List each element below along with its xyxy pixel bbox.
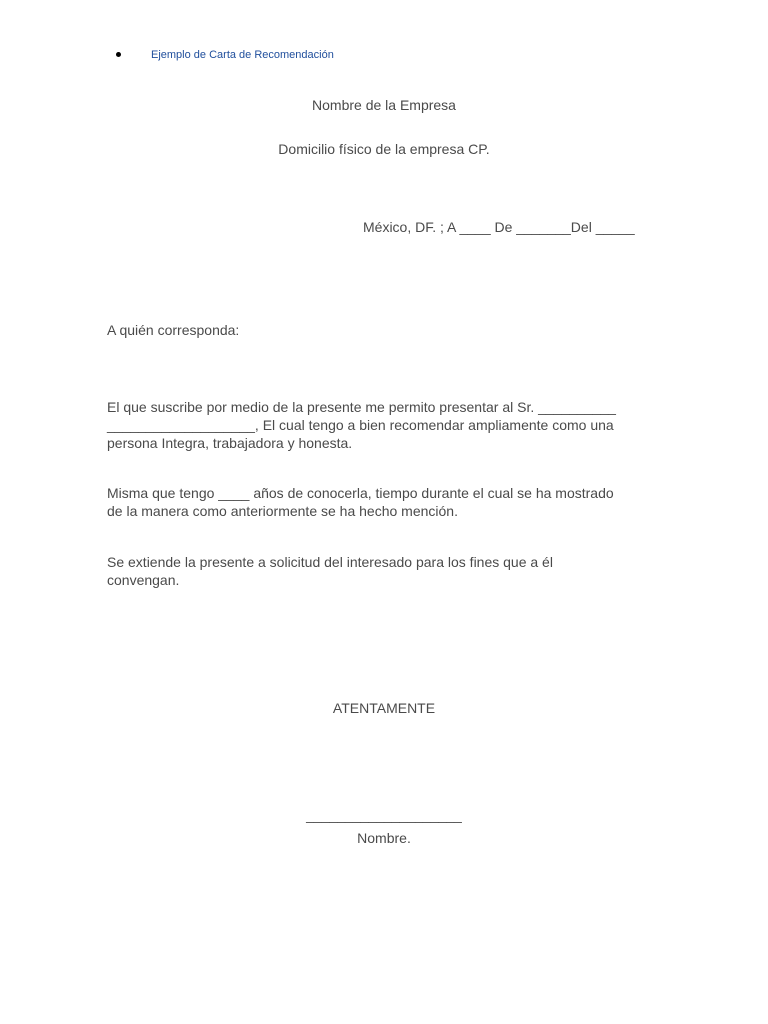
paragraph-line: ___________________, El cual tengo a bien recomendar ampliamente como una	[107, 417, 614, 433]
company-address: Domicilio físico de la empresa CP.	[278, 141, 490, 157]
paragraph-line: persona Integra, trabajadora y honesta.	[107, 435, 353, 451]
bullet-icon	[116, 52, 121, 57]
paragraph-line: Misma que tengo ____ años de conocerla, tiempo durante el cual se ha mostrado	[107, 485, 614, 501]
letter-example-link[interactable]: Ejemplo de Carta de Recomendación	[151, 49, 334, 61]
paragraph-line: de la manera como anteriormente se ha hecho mención.	[107, 503, 458, 519]
paragraph-purpose	[107, 553, 667, 589]
company-name: Nombre de la Empresa	[312, 97, 456, 113]
greeting: A quién corresponda:	[107, 322, 240, 338]
closing: ATENTAMENTE	[332, 700, 436, 716]
date-line: México, DF. ; A ____ De _______Del _____	[363, 219, 635, 235]
signature-line: ____________________	[306, 807, 462, 823]
paragraph-line: convengan.	[107, 572, 180, 588]
paragraph-line: El que suscribe por medio de la presente me permito presentar al Sr. __________	[107, 399, 616, 415]
paragraph-line: Se extiende la presente a solicitud del interesado para los fines que a él	[107, 554, 553, 570]
paragraph-introduction	[107, 398, 667, 452]
paragraph-acquaintance	[107, 484, 667, 520]
signature-name: Nombre.	[357, 830, 411, 846]
